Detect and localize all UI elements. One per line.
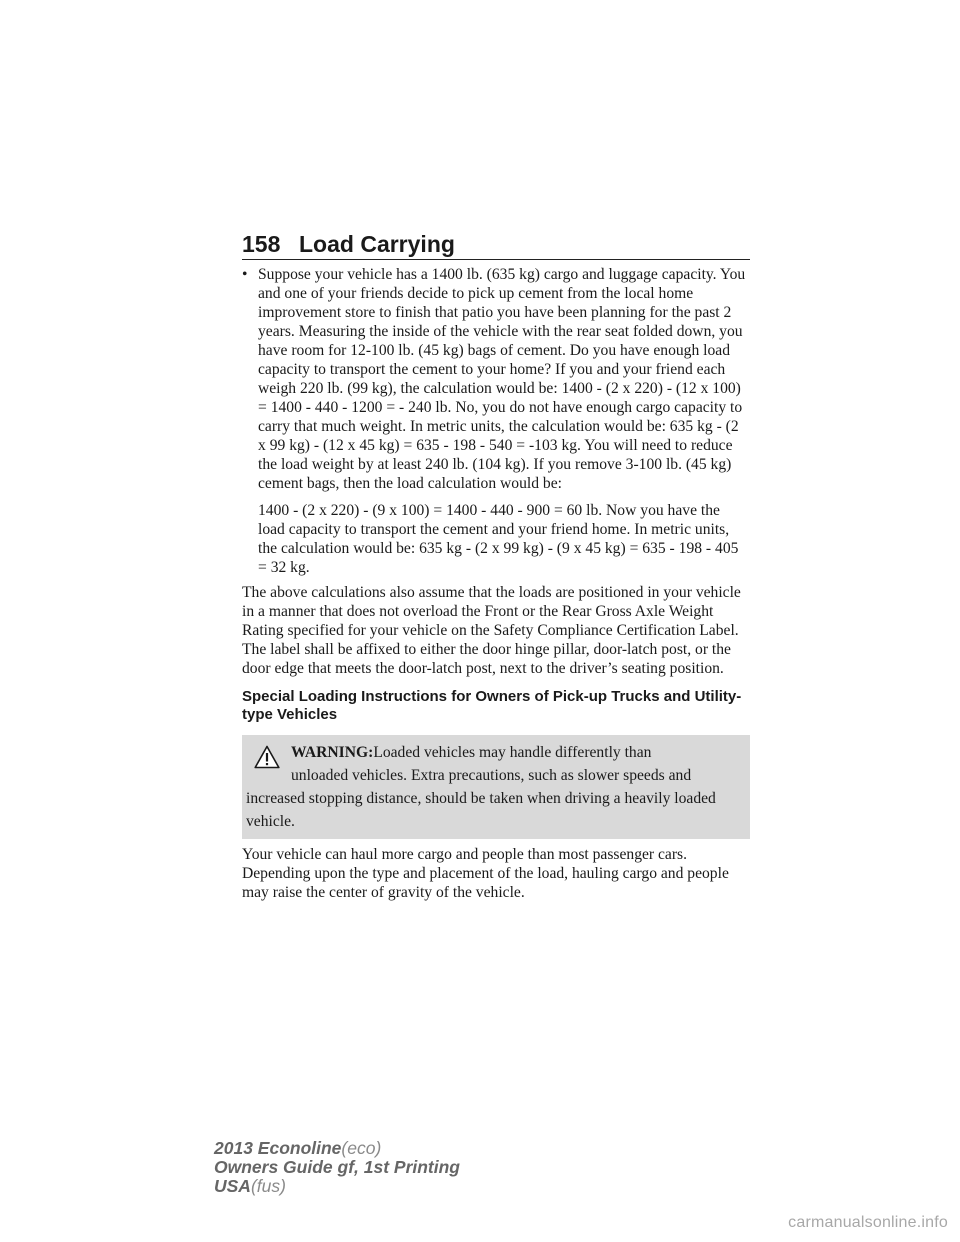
footer-model-code: (eco)	[341, 1138, 382, 1158]
body-paragraph: The above calculations also assume that the loads are positioned in your vehicle in a manner that does not overload the Front or the Rear Gross Axle Weight Rating specified for your vehicle on the Safety Compliance Certification Label. The label shall be affixed to either the door hinge pillar, door-latch post, or the door edge that meets the door-latch post, next to the driver’s seating position.	[242, 584, 741, 677]
section-heading: Special Loading Instructions for Owners of Pick-up Trucks and Utility-type Vehicles	[242, 688, 742, 723]
warning-first-line	[246, 741, 746, 764]
bullet-text: Suppose your vehicle has a 1400 lb. (635 kg) cargo and luggage capacity. You and one of your friends decide to pick up cement from the local home improvement store to finish that patio you have been planning for the past 2 years. Measuring the inside of the vehicle with the rear seat folded down, you have room for 12-100 lb. (45 kg) bags of cement. Do you have enough load capacity to transport the cement to your home? If you and your friend each weigh 220 lb. (99 kg), the calculation would be: 1400 - (2 x 220) - (12 x 100) = 1400 - 440 - 1200 = - 240 lb. No, you do not have enough cargo capacity to carry that much weight. In metric units, the calculation would be: 635 kg - (2 x 99 kg) - (12 x 45 kg) = 635 - 198 - 540 = -103 kg. You will need to reduce the load weight by at least 240 lb. (104 kg). If you remove 3-100 lb. (45 kg) cement bags, then the load calculation would be:	[258, 266, 746, 492]
list-item	[242, 265, 750, 493]
body-paragraph: Your vehicle can haul more cargo and people than most passenger cars. Depending upon the type and placement of the load, hauling cargo and people may raise the center of gravity of the vehicle.	[242, 846, 729, 901]
warning-text: increased stopping distance, should be taken when driving a heavily loaded vehicle.	[246, 790, 716, 830]
header-divider	[242, 259, 750, 260]
footer-region-line	[214, 1177, 460, 1196]
footer-region: USA	[214, 1176, 251, 1196]
bullet-continuation: 1400 - (2 x 220) - (9 x 100) = 1400 - 440 - 900 = 60 lb. Now you have the load capacity to transport the cement and your friend home. In metric units, the calculation would be: 635 kg - (2 x 99 kg) - (9 x 45 kg) = 635 - 198 - 405 = 32 kg.	[258, 502, 739, 576]
warning-text-line-1: Loaded vehicles may handle differently than	[373, 744, 652, 761]
footer-region-code: (fus)	[250, 1176, 286, 1196]
footer-guide: Owners Guide gf, 1st Printing	[214, 1157, 460, 1177]
warning-triangle-icon	[254, 745, 280, 769]
page-content	[242, 265, 750, 902]
bullet-icon: •	[242, 266, 248, 283]
watermark: carmanualsonline.info	[788, 1214, 948, 1231]
footer-model-line	[214, 1139, 460, 1158]
footer-guide-line	[214, 1158, 460, 1177]
page-title: Load Carrying	[299, 231, 455, 257]
footer-model: 2013 Econoline	[214, 1138, 342, 1158]
page-number: 158	[242, 231, 281, 257]
warning-label: WARNING:	[291, 744, 374, 761]
warning-text-line-2: unloaded vehicles. Extra precautions, such as slower speeds and	[291, 767, 692, 784]
warning-box	[242, 735, 750, 839]
document-footer	[214, 1139, 460, 1196]
page-header	[242, 230, 750, 260]
